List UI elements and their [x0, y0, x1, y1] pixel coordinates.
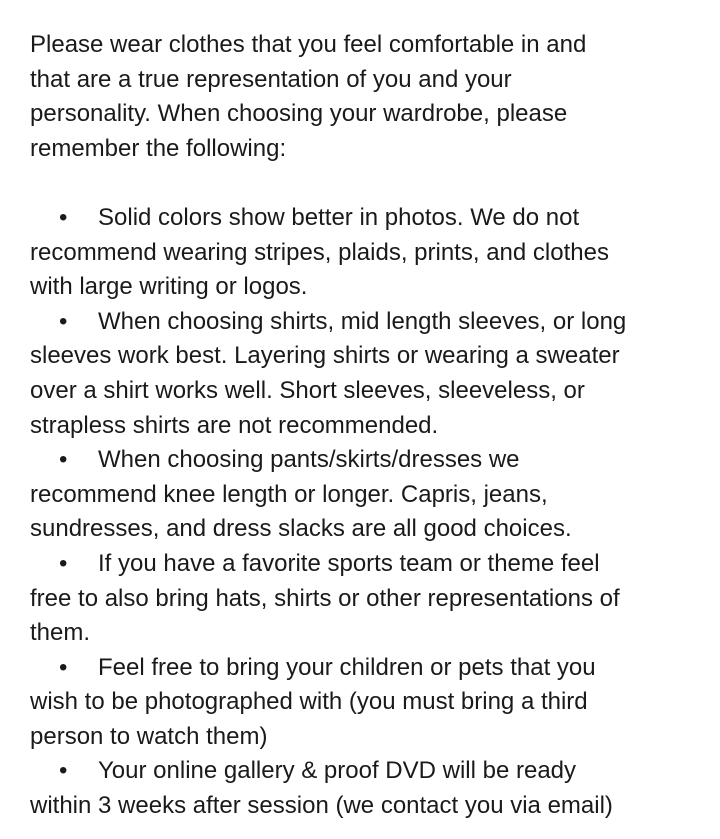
list-item — [30, 305, 690, 443]
list-item-text: them. — [30, 619, 91, 647]
list-item-text: If you have a favorite sports team or theme feel — [98, 549, 600, 577]
list-item-text: wish to be photographed with (you must bring a third — [30, 688, 588, 716]
intro-line: that are a true representation of you and your — [30, 65, 512, 93]
list-item — [30, 201, 690, 305]
bullet-icon: • — [59, 307, 68, 335]
list-item-text: free to also bring hats, shirts or other representations of — [30, 584, 620, 612]
list-item-text: recommend knee length or longer. Capris, jeans, — [30, 480, 548, 508]
list-item — [30, 754, 690, 823]
list-item — [30, 651, 690, 755]
list-item-text: with large writing or logos. — [30, 273, 308, 301]
intro-line: Please wear clothes that you feel comfortable in and — [30, 31, 587, 58]
list-item-text: Feel free to bring your children or pets that you — [98, 653, 596, 681]
intro-paragraph — [30, 28, 690, 166]
list-item-text: strapless shirts are not recommended. — [30, 411, 439, 439]
list-item-text: recommend wearing stripes, plaids, prints, and clothes — [30, 238, 609, 266]
list-item-text: When choosing shirts, mid length sleeves, or long — [98, 307, 627, 335]
bullet-icon: • — [59, 203, 68, 231]
list-item — [30, 547, 690, 651]
intro-line: remember the following: — [30, 134, 287, 162]
bullet-icon: • — [59, 446, 68, 474]
intro-line: personality. When choosing your wardrobe, please — [30, 100, 568, 128]
list-item-text: within 3 weeks after session (we contact you via email) — [30, 792, 613, 820]
bullet-icon: • — [59, 653, 68, 681]
list-item — [30, 443, 690, 547]
list-item-text: When choosing pants/skirts/dresses we — [98, 446, 520, 474]
bullet-icon: • — [59, 549, 68, 577]
wardrobe-guidelines-list — [30, 201, 690, 824]
list-item-text: Solid colors show better in photos. We do not — [98, 203, 580, 231]
list-item-text: sundresses, and dress slacks are all good choices. — [30, 515, 572, 543]
list-item-text: over a shirt works well. Short sleeves, sleeveless, or — [30, 376, 585, 404]
list-item-text: person to watch them) — [30, 722, 268, 750]
bullet-icon: • — [59, 757, 68, 785]
list-item-text: sleeves work best. Layering shirts or wearing a sweater — [30, 342, 620, 370]
list-item-text: Your online gallery & proof DVD will be ready — [98, 757, 577, 785]
